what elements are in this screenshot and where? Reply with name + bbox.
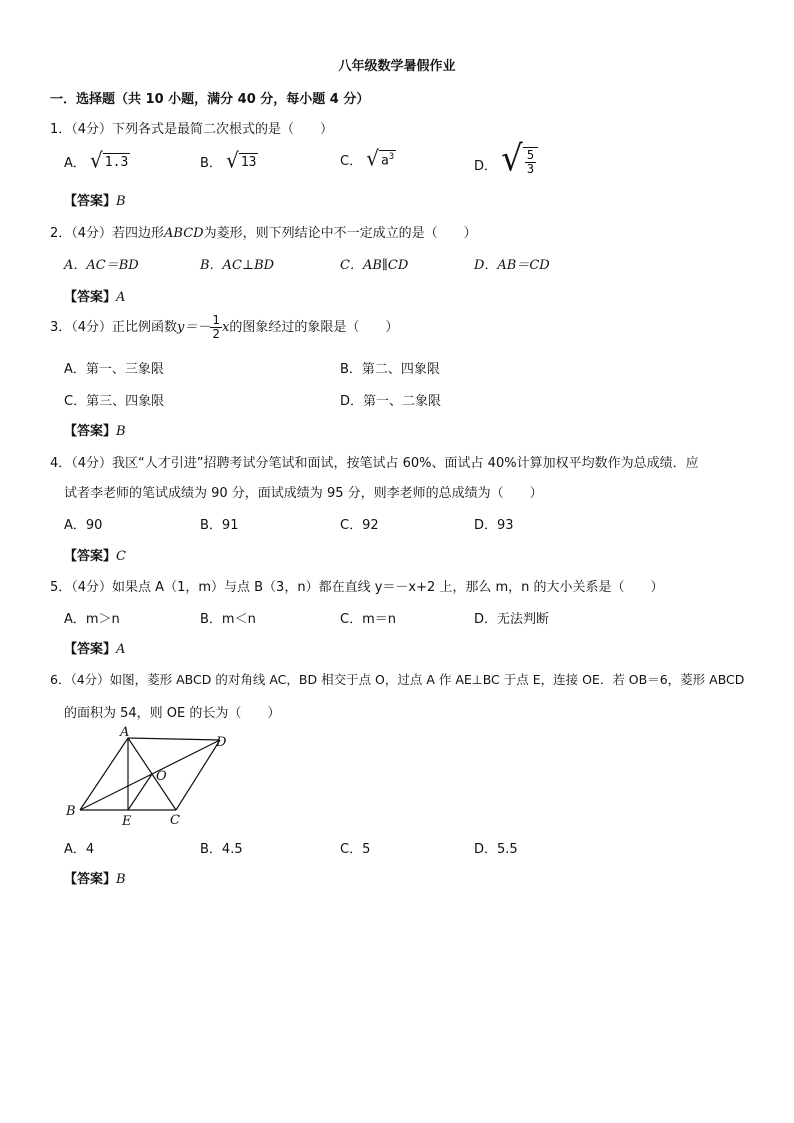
q2-stem: 2．（4分）若四边形ABCD为菱形，则下列结论中不一定成立的是（ ） (50, 226, 477, 241)
q1-option-d: D． √ $\frac{5}{3}$ (474, 142, 538, 176)
rhombus-figure (60, 722, 240, 832)
page-title: 八年级数学暑假作业 (338, 59, 456, 74)
label-A: A (120, 725, 130, 740)
q5-option-d: D．无法判断 (474, 612, 550, 627)
q1-option-a: A． √ 1.3 (64, 147, 129, 173)
q4-option-c: C．92 (340, 518, 379, 533)
q3-option-a: A．第一、三象限 (64, 362, 164, 377)
q1-option-c: C． √ $a^3$ (340, 145, 395, 171)
q3-option-c: C．第三、四象限 (64, 394, 165, 409)
q2-option-c: C．AB∥CD (340, 258, 409, 273)
label-C: C (170, 813, 180, 828)
sqrt-symbol: √ 1.3 (90, 147, 129, 173)
q4-stem-line2: 试者李老师的笔试成绩为 90 分，面试成绩为 95 分，则李老师的总成绩为（ ） (64, 486, 543, 501)
sqrt-symbol: √ $\frac{5}{3}$ (501, 142, 538, 176)
label-B: B (66, 804, 76, 819)
q3-option-b: B．第二、四象限 (340, 362, 440, 377)
label-O: O (156, 769, 167, 784)
q2-option-a: A．AC＝BD (64, 258, 139, 273)
q2-option-b: B．AC⊥BD (200, 258, 275, 273)
sqrt-symbol: √ 13 (226, 147, 257, 173)
q5-stem: 5．（4分）如果点 A（1，m）与点 B（3，n）都在直线 y＝－x+2 上，那么 m，n 的大小关系是（ ） (50, 580, 664, 595)
q6-option-c: C．5 (340, 842, 371, 857)
q1-stem: 1．（4分）下列各式是最简二次根式的是（ ） (50, 122, 334, 137)
label-E: E (122, 814, 132, 829)
edge-AB (80, 738, 128, 810)
edge-AD (128, 738, 220, 740)
sqrt-symbol: √ $a^3$ (366, 145, 395, 171)
q5-option-b: B．m＜n (200, 612, 256, 627)
q1-option-b: B． √ 13 (200, 147, 257, 173)
q3-stem: 3．（4分）正比例函数y＝－ $\frac{1}{2}$ x的图象经过的象限是（ ） (50, 313, 399, 341)
q6-answer: 【答案】B (64, 872, 126, 887)
q4-stem-line1: 4．（4分）我区“人才引进”招聘考试分笔试和面试，按笔试占 60%、面试占 40%计算加权平均数作为总成绩．应 (50, 456, 699, 471)
q6-option-d: D．5.5 (474, 842, 518, 857)
q2-option-d: D．AB＝CD (474, 258, 550, 273)
section-heading: 一．选择题（共 10 小题，满分 40 分，每小题 4 分） (50, 92, 370, 107)
q6-option-a: A．4 (64, 842, 95, 857)
label-D: D (216, 735, 227, 750)
q5-answer: 【答案】A (64, 642, 126, 657)
q4-answer: 【答案】C (64, 549, 126, 564)
q6-stem-line2: 的面积为 54，则 OE 的长为（ ） (64, 706, 281, 721)
q2-answer: 【答案】A (64, 290, 126, 305)
q4-option-d: D．93 (474, 518, 514, 533)
q5-option-a: A．m＞n (64, 612, 120, 627)
q4-option-b: B．91 (200, 518, 239, 533)
q5-option-c: C．m＝n (340, 612, 396, 627)
q4-option-a: A．90 (64, 518, 103, 533)
diagonal-BD (80, 740, 220, 810)
q6-option-b: B．4.5 (200, 842, 243, 857)
q1-answer: 【答案】B (64, 194, 126, 209)
q6-stem-line1: 6．（4分）如图，菱形 ABCD 的对角线 AC，BD 相交于点 O，过点 A 作 AE⊥BC 于点 E，连接 OE．若 OB＝6，菱形 ABCD (50, 672, 745, 687)
q3-option-d: D．第一、二象限 (340, 394, 442, 409)
q3-answer: 【答案】B (64, 424, 126, 439)
